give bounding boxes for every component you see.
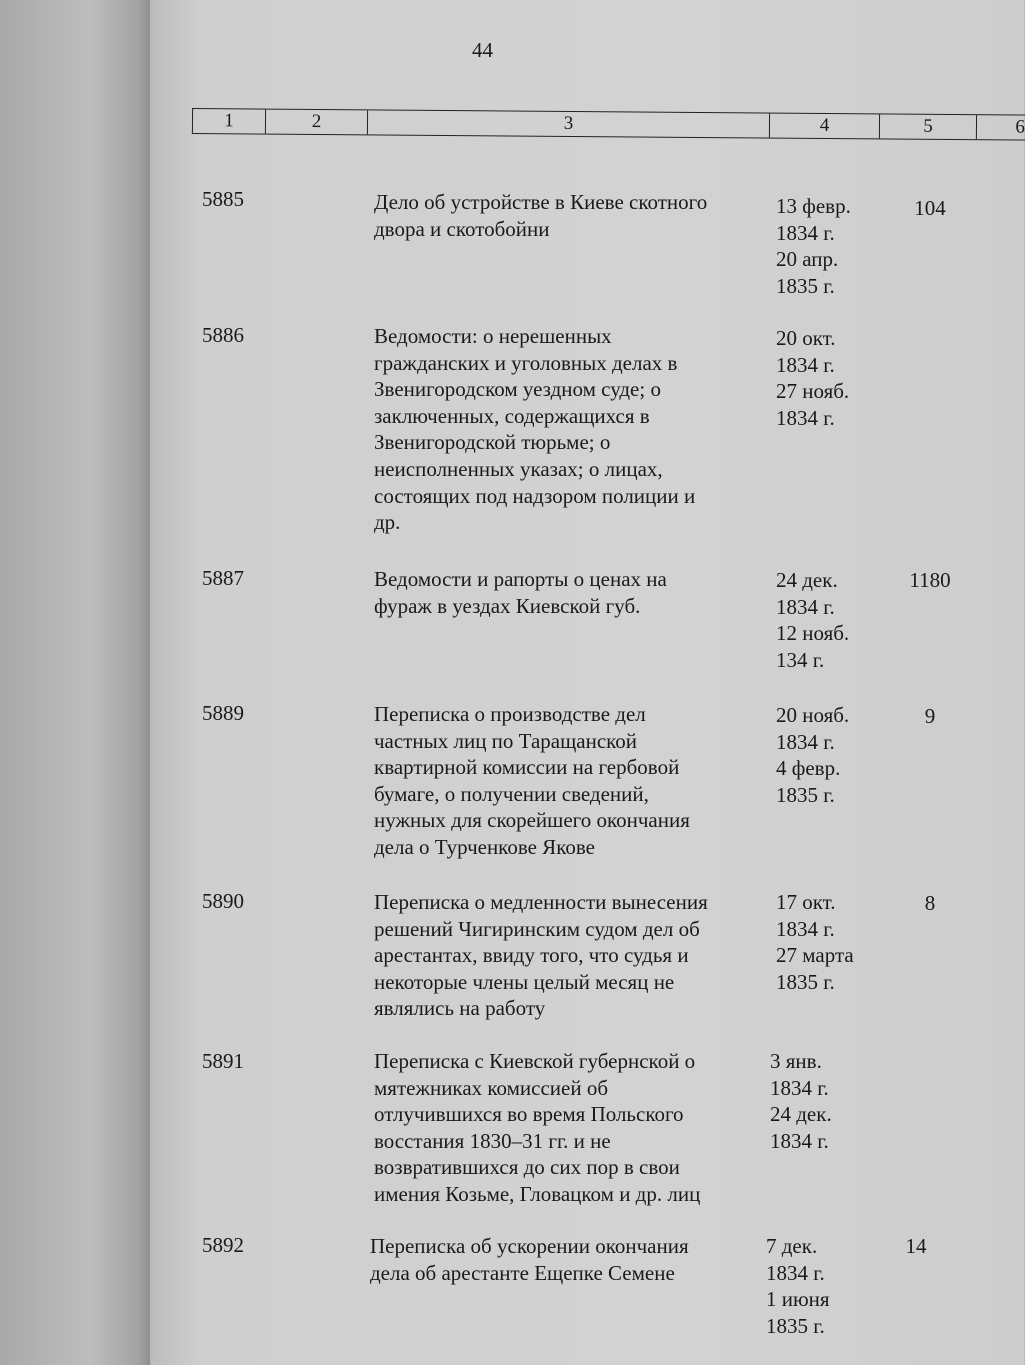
date-line: 24 дек. — [770, 1102, 832, 1127]
date-line: 13 февр. — [776, 194, 851, 218]
date-line: 1834 г. — [776, 352, 835, 377]
description-line: дела об арестанте Ещепке Семене — [370, 1260, 675, 1285]
date-line: 20 апр. — [776, 247, 839, 272]
description-line: частных лиц по Таращанской — [374, 728, 638, 753]
description-line: бумаге, о получении сведений, — [374, 781, 649, 806]
date-line: 4 февр. — [776, 756, 841, 781]
entry-number: 5889 — [202, 701, 244, 725]
entry-description — [374, 1048, 764, 1208]
entry-sheet-count: 9 — [924, 704, 936, 728]
column-header-2: 2 — [266, 110, 368, 135]
description-line: гражданских и уголовных делах в — [374, 350, 678, 375]
date-line: 1835 г. — [776, 273, 835, 298]
description-line: являлись на работу — [374, 996, 546, 1021]
entry-dates — [776, 889, 876, 995]
date-line: 27 нояб. — [776, 379, 850, 404]
entry-number: 5887 — [202, 566, 244, 590]
entry-sheet-count: 104 — [914, 196, 946, 220]
description-line: Звенигородском уездном суде; о — [374, 377, 661, 402]
date-line: 1 июня — [766, 1287, 830, 1312]
page-number: 44 — [472, 38, 493, 62]
entry-dates — [776, 325, 876, 431]
date-line: 7 дек. — [766, 1234, 818, 1258]
date-line: 1834 г. — [776, 916, 835, 941]
entry-description — [374, 566, 764, 619]
description-line: мятежниках комиссией об — [374, 1075, 609, 1100]
facing-page-edge — [0, 0, 150, 1365]
description-line: Дело об устройстве в Киеве скотного — [374, 190, 708, 214]
date-line: 1835 г. — [776, 782, 835, 807]
entry-dates — [776, 567, 876, 673]
description-line: Переписка с Киевской губернской о — [374, 1049, 696, 1073]
description-line: дела о Турченкове Якове — [374, 834, 595, 859]
date-line: 1834 г. — [770, 1075, 829, 1100]
description-line: восстания 1830–31 гг. и не — [374, 1128, 611, 1153]
entry-number: 5885 — [202, 187, 244, 211]
column-header-4: 4 — [770, 114, 880, 139]
column-header-6: 6 — [1015, 116, 1025, 138]
entry-number: 5892 — [202, 1233, 244, 1257]
description-line: заключенных, содержащихся в — [374, 403, 650, 428]
entry-dates — [776, 193, 876, 299]
column-header-5: 5 — [880, 114, 977, 139]
date-line: 27 марта — [776, 943, 854, 968]
entry-description — [374, 323, 764, 536]
entry-number: 5891 — [202, 1049, 244, 1073]
date-line: 1835 г. — [776, 969, 835, 994]
description-line: отлучившихся во время Польского — [374, 1102, 684, 1127]
date-line: 12 нояб. — [776, 621, 850, 646]
date-line: 134 г. — [776, 647, 825, 672]
description-line: арестантах, ввиду того, что судья и — [374, 943, 689, 968]
entry-description — [370, 1233, 760, 1286]
description-line: Ведомости и рапорты о ценах на — [374, 567, 667, 591]
description-line: Звенигородской тюрьме; о — [374, 430, 611, 455]
description-line: возвратившихся до сих пор в свои — [374, 1155, 680, 1180]
description-line: состоящих под надзором полиции и — [374, 483, 696, 508]
date-line: 1834 г. — [776, 405, 835, 430]
date-line: 1834 г. — [766, 1260, 825, 1285]
column-header-3: 3 — [368, 110, 770, 137]
entry-dates — [776, 702, 876, 808]
date-line: 1835 г. — [766, 1313, 825, 1338]
entry-dates — [766, 1233, 866, 1339]
description-line: Переписка о производстве дел — [374, 702, 646, 726]
date-line: 1834 г. — [776, 729, 835, 754]
entry-sheet-count: 14 — [905, 1234, 927, 1258]
description-line: двора и скотобойни — [374, 216, 550, 241]
date-line: 17 окт. — [776, 890, 836, 914]
column-header-1: 1 — [193, 109, 266, 134]
date-line: 1834 г. — [776, 220, 835, 245]
description-line: квартирной комиссии на гербовой — [374, 755, 680, 780]
entry-description — [374, 701, 764, 861]
entry-number: 5886 — [202, 323, 244, 347]
date-line: 20 окт. — [776, 326, 836, 350]
date-line: 1834 г. — [776, 594, 835, 619]
description-line: Ведомости: о нерешенных — [374, 324, 612, 348]
date-line: 1834 г. — [770, 1128, 829, 1153]
description-line: некоторые члены целый месяц не — [374, 969, 675, 994]
entry-sheet-count: 8 — [924, 891, 936, 915]
description-line: имения Козьме, Гловацком и др. лиц — [374, 1181, 701, 1206]
description-line: неисполненных указах; о лицах, — [374, 456, 663, 481]
entry-description — [374, 189, 764, 242]
description-line: Переписка о медленности вынесения — [374, 890, 708, 914]
entry-dates — [770, 1048, 870, 1154]
description-line: решений Чигиринским судом дел об — [374, 916, 700, 941]
description-line: фураж в уездах Киевской губ. — [374, 593, 641, 618]
description-line: др. — [374, 510, 401, 535]
date-line: 3 янв. — [770, 1049, 822, 1073]
description-line: Переписка об ускорении окончания — [370, 1234, 689, 1258]
entry-description — [374, 889, 764, 1022]
date-line: 20 нояб. — [776, 703, 850, 727]
entry-sheet-count: 1180 — [909, 568, 951, 592]
entry-number: 5890 — [202, 889, 244, 913]
description-line: нужных для скорейшего окончания — [374, 808, 690, 833]
date-line: 24 дек. — [776, 568, 838, 592]
